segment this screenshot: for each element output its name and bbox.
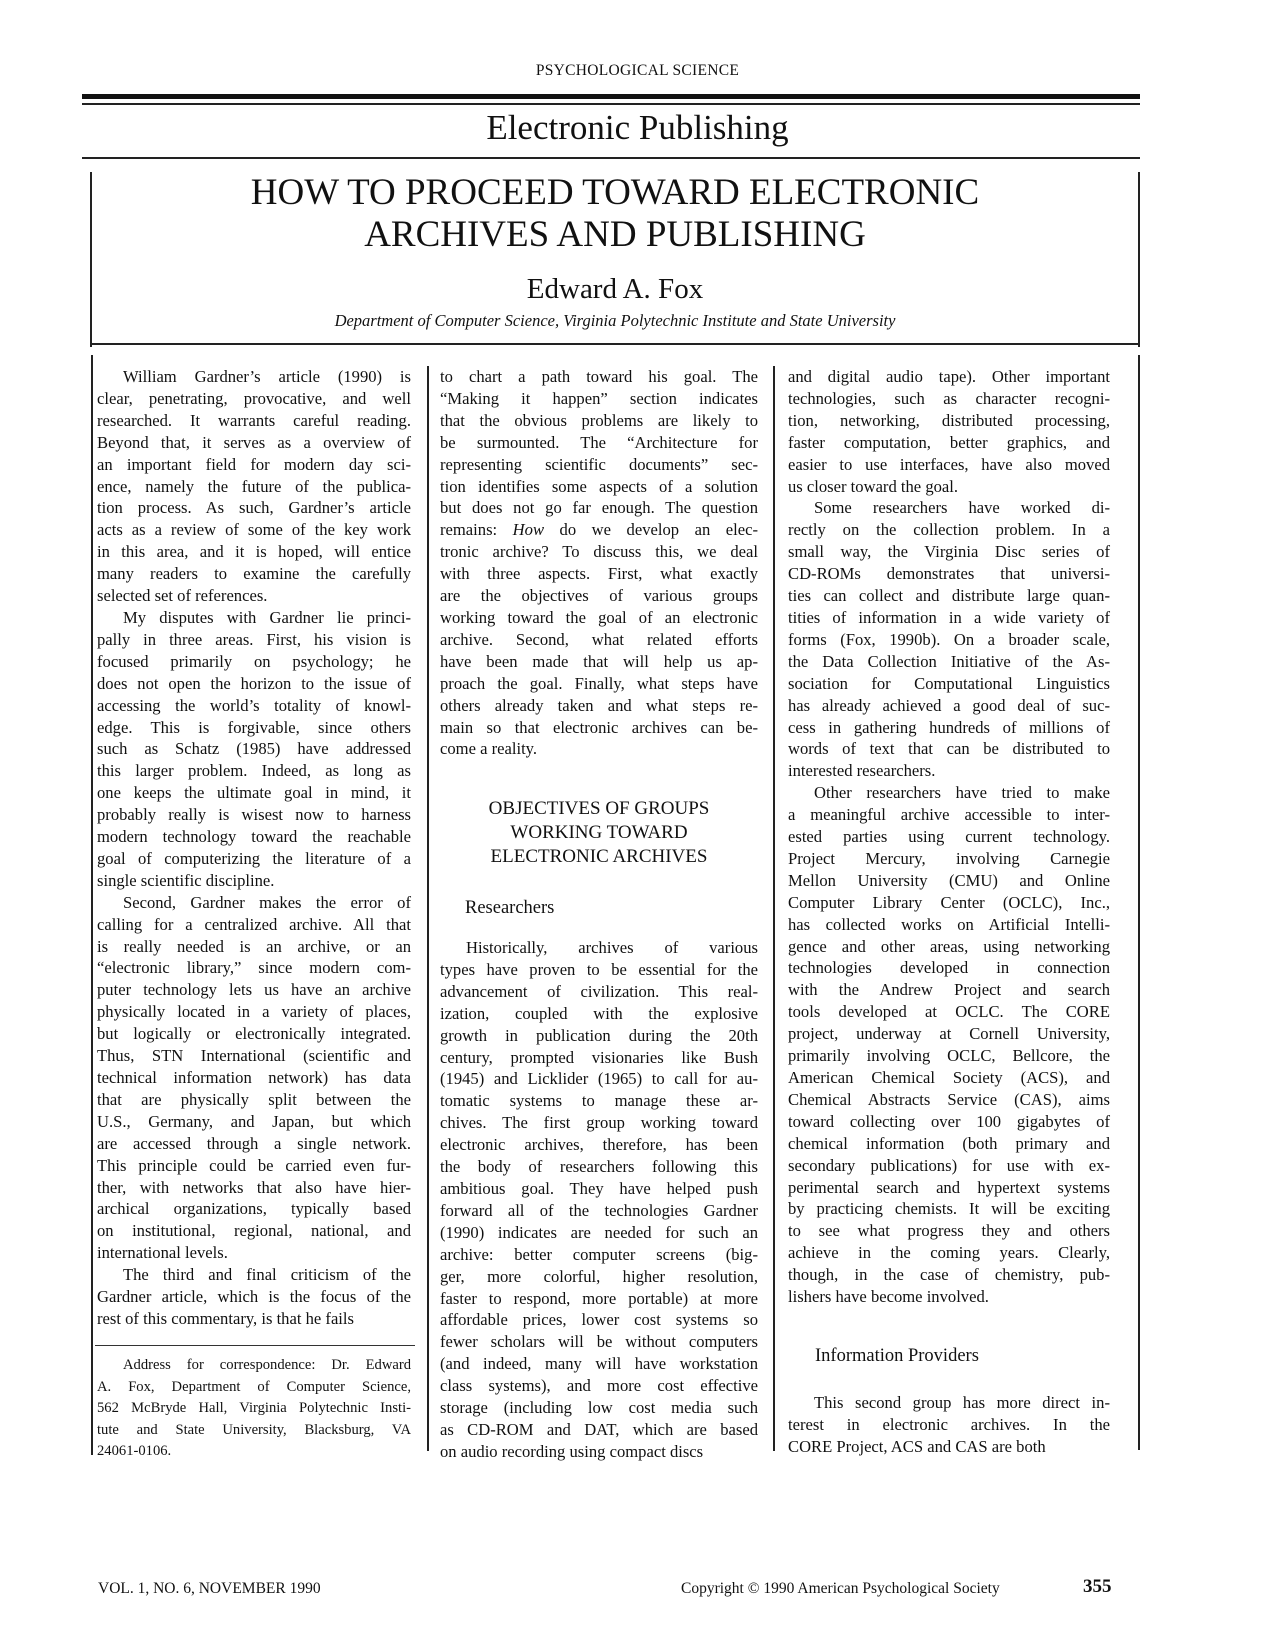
text-line: types have proven to be essential for the: [440, 959, 758, 979]
text-line: ence, namely the future of the publica-: [97, 476, 411, 496]
text-line: with three aspects. First, what exactly: [440, 564, 758, 584]
copyright: Copyright © 1990 American Psychological Society: [681, 1580, 1000, 1597]
text-line: to see what progress they and others: [788, 1221, 1110, 1241]
text-line: archical organizations, typically based: [97, 1199, 411, 1219]
text-line: tion process. As such, Gardner’s article: [97, 498, 411, 518]
text-line: archive. Second, what related efforts: [440, 629, 758, 649]
heading-line: WORKING TOWARD: [510, 822, 688, 843]
col1-left-bar: [91, 355, 93, 1455]
text-line: American Chemical Society (ACS), and: [788, 1068, 1110, 1087]
page-number: 355: [1083, 1576, 1112, 1597]
text-line: archive: better computer screens (big-: [440, 1244, 758, 1264]
text-line: working toward the goal of an electronic: [440, 607, 758, 627]
text-line: growth in publication during the 20th: [440, 1025, 758, 1045]
footnote-rule: [95, 1345, 415, 1346]
text-line: but logically or electronically integrated.: [97, 1024, 411, 1044]
text-line: Chemical Abstracts Service (CAS), aims: [788, 1089, 1110, 1109]
text-line: Historically, archives of various: [466, 938, 758, 957]
text-line: in this area, and it is hoped, will entice: [97, 542, 411, 562]
text-line: perimental search and hypertext systems: [788, 1177, 1110, 1197]
col3-right-bar: [1138, 355, 1140, 1450]
text-line: but does not go far enough. The question: [440, 498, 758, 518]
text-line: CORE Project, ACS and CAS are both: [788, 1436, 1046, 1456]
text-line: this larger problem. Indeed, as long as: [97, 761, 411, 781]
text-line: to chart a path toward his goal. The: [440, 367, 758, 386]
text-line: ization, coupled with the explosive: [440, 1003, 758, 1023]
text-line: probably really is wisest now to harness: [97, 805, 411, 825]
text-line: 24061-0106.: [97, 1443, 172, 1459]
text-line: many readers to examine the carefully: [97, 564, 411, 584]
text-line: words of text that can be distributed to: [788, 739, 1110, 759]
text-line: single scientific discipline.: [97, 870, 275, 890]
text-line: have been made that will help us ap-: [440, 651, 758, 671]
article-title: [90, 172, 1140, 256]
text-line: such as Schatz (1985) have addressed: [97, 739, 411, 759]
article-title-line: HOW TO PROCEED TOWARD ELECTRONIC: [250, 172, 980, 213]
text-line: faster computation, better graphics, and: [788, 432, 1110, 452]
text-line: “Making it happen” section indicates: [440, 388, 758, 408]
text-line: focused primarily on psychology; he: [97, 651, 411, 671]
text-line: interested researchers.: [788, 761, 936, 781]
text-line: forms (Fox, 1990b). On a broader scale,: [788, 629, 1110, 649]
text-line: acts as a review of some of the key work: [97, 520, 411, 540]
text-line: be surmounted. The “Architecture for: [440, 432, 758, 452]
header-rule-thin: [82, 103, 1140, 105]
column-3-providers: [788, 1392, 1110, 1458]
text-line: technical information network) has data: [97, 1068, 411, 1087]
text-line: ther, with networks that also have hier-: [97, 1177, 411, 1197]
text-line: tute and State University, Blacksburg, VA: [97, 1421, 411, 1438]
text-line: This principle could be carried even fur-: [97, 1155, 411, 1175]
text-line: gence and other areas, using networking: [788, 936, 1110, 956]
text-line: affordable prices, lower cost systems so: [440, 1310, 758, 1330]
text-line: Address for correspondence: Dr. Edward: [123, 1357, 411, 1373]
journal-name: PSYCHOLOGICAL SCIENCE: [535, 62, 740, 79]
text-line: century, prompted visionaries like Bush: [440, 1047, 758, 1067]
text-line: selected set of references.: [97, 586, 268, 606]
text-line: tion, networking, distributed processing,: [788, 410, 1110, 430]
text-line: others already taken and what steps re-: [440, 695, 758, 715]
text-line: chives. The first group working toward: [440, 1113, 758, 1133]
text-line: puter technology lets us have an archive: [97, 980, 411, 1000]
text-line: and digital audio tape). Other important: [788, 367, 1110, 386]
text-line: U.S., Germany, and Japan, but which: [97, 1111, 411, 1131]
text-line: storage (including low cost media such: [440, 1398, 758, 1418]
text-line: class systems), and more cost effective: [440, 1376, 758, 1396]
text-line: Mellon University (CMU) and Online: [788, 870, 1110, 890]
text-line: ties can collect and distribute large quan-: [788, 586, 1110, 606]
text-line: Gardner article, which is the focus of the: [97, 1287, 411, 1307]
text-line: as CD-ROM and DAT, which are based: [440, 1419, 758, 1439]
author-affiliation: Department of Computer Science, Virginia Polytechnic Institute and State University: [334, 311, 896, 330]
author-name: Edward A. Fox: [526, 273, 704, 305]
section-heading-objectives: [440, 797, 758, 869]
heading-line: OBJECTIVES OF GROUPS: [488, 798, 710, 819]
text-line: tion identifies some aspects of a solution: [440, 476, 758, 496]
text-line: ambitious goal. They have helped push: [440, 1178, 758, 1198]
text-line: electronic archives, therefore, has been: [440, 1135, 758, 1155]
text-line: toward collecting over 100 gigabytes of: [788, 1111, 1110, 1131]
text-line: has already achieved a good deal of suc-: [788, 695, 1110, 715]
header-rule-thick: [82, 94, 1140, 99]
column-2-intro: [440, 366, 758, 760]
text-line: goal of computerizing the literature of a: [97, 848, 411, 868]
volume-info: VOL. 1, NO. 6, NOVEMBER 1990: [98, 1580, 321, 1597]
text-line: Computer Library Center (OCLC), Inc.,: [788, 892, 1110, 912]
emphasis: How: [512, 520, 545, 540]
text-line: does not open the horizon to the issue of: [97, 673, 411, 693]
text-line: an important field for modern day sci-: [97, 454, 411, 474]
text-line: ested parties using current technology.: [788, 827, 1110, 847]
text-line: that are physically split between the: [97, 1089, 411, 1109]
text-line: us closer toward the goal.: [788, 476, 959, 496]
text-line: has collected works on Artificial Intelli-: [788, 914, 1110, 934]
text-line: CD-ROMs demonstrates that universi-: [788, 564, 1110, 584]
text-line: small way, the Virginia Disc series of: [788, 542, 1110, 562]
text-line: 562 McBryde Hall, Virginia Polytechnic Insti-: [97, 1400, 411, 1416]
text-line: physically located in a variety of places,: [97, 1002, 411, 1022]
text-line: calling for a centralized archive. All that: [97, 914, 411, 934]
text-line: rectly on the collection problem. In a: [788, 520, 1110, 540]
text-line: a meaningful archive accessible to inter-: [788, 805, 1110, 825]
text-line: faster to respond, more portable) at more: [440, 1288, 758, 1308]
text-line: This second group has more direct in-: [814, 1393, 1110, 1412]
article-title-line: ARCHIVES AND PUBLISHING: [364, 214, 866, 255]
text-line: tronic archive? To discuss this, we deal: [440, 542, 758, 562]
column-1: [97, 366, 411, 1330]
text-line: (and indeed, many will have workstation: [440, 1354, 758, 1374]
text-line: sociation for Computational Linguistics: [788, 673, 1110, 693]
text-line: the body of researchers following this: [440, 1157, 758, 1177]
text-line: main so that electronic archives can be-: [440, 717, 758, 737]
text-line: achieve in the coming years. Clearly,: [788, 1243, 1110, 1263]
text-line: though, in the case of chemistry, pub-: [788, 1265, 1110, 1285]
text-line: come a reality.: [440, 739, 538, 759]
text-line: rest of this commentary, is that he fails: [97, 1308, 354, 1328]
title-rule: [92, 343, 1140, 345]
column-2-researchers: [440, 937, 758, 1463]
text-line: “electronic library,” since modern com-: [97, 958, 411, 978]
footnote: [97, 1355, 411, 1463]
text-line: Some researchers have worked di-: [814, 498, 1110, 518]
text-line: tities of information in a wide variety of: [788, 607, 1110, 627]
text-line: with the Andrew Project and search: [788, 980, 1110, 1000]
text-line: My disputes with Gardner lie princi-: [123, 607, 411, 627]
text-line: (1990) indicates are needed for such an: [440, 1222, 758, 1242]
subheading-information-providers: Information Providers: [815, 1346, 979, 1366]
text-line: pally in three areas. First, his vision is: [97, 629, 411, 649]
text-line: terest in electronic archives. In the: [788, 1414, 1110, 1434]
subheading-researchers: Researchers: [465, 898, 555, 918]
text-line: are the objectives of various groups: [440, 586, 758, 606]
text-line: chemical information (both primary and: [788, 1133, 1110, 1153]
text-line: remains: How do we develop an elec-: [440, 520, 758, 540]
text-line: easier to use interfaces, have also moved: [788, 454, 1110, 474]
text-line: fewer scholars will be without computers: [440, 1332, 758, 1352]
text-line: the Data Collection Initiative of the As-: [788, 651, 1110, 671]
text-line: that the obvious problems are likely to: [440, 410, 758, 430]
column-3-intro: [788, 366, 1110, 1308]
text-line: on audio recording using compact discs: [440, 1441, 704, 1461]
text-line: edge. This is forgivable, since others: [97, 717, 411, 737]
text-line: A. Fox, Department of Computer Science,: [97, 1378, 411, 1395]
text-line: technologies, such as character recogni-: [788, 388, 1110, 408]
text-line: modern technology toward the reachable: [97, 827, 411, 847]
text-line: Other researchers have tried to make: [814, 783, 1110, 803]
text-line: tools developed at OCLC. The CORE: [788, 1002, 1110, 1022]
text-line: The third and final criticism of the: [123, 1265, 411, 1285]
text-line: secondary publications) for use with ex-: [788, 1155, 1110, 1175]
text-line: ger, more colorful, higher resolution,: [440, 1266, 758, 1286]
text-line: by practicing chemists. It will be exciting: [788, 1199, 1110, 1219]
text-line: are accessed through a single network.: [97, 1133, 411, 1153]
text-line: Project Mercury, involving Carnegie: [788, 848, 1110, 868]
text-line: cess in gathering hundreds of millions of: [788, 717, 1110, 737]
text-line: representing scientific documents” sec-: [440, 454, 758, 474]
text-line: clear, penetrating, provocative, and well: [97, 388, 411, 408]
section-title: Electronic Publishing: [486, 108, 789, 147]
heading-line: ELECTRONIC ARCHIVES: [490, 846, 708, 867]
section-rule: [82, 157, 1140, 159]
text-line: forward all of the technologies Gardner: [440, 1200, 758, 1220]
text-line: Beyond that, it serves as a overview of: [97, 432, 411, 452]
text-line: on institutional, regional, national, and: [97, 1221, 411, 1241]
text-line: researched. It warrants careful reading.: [97, 410, 411, 430]
col-divider-2: [773, 366, 775, 1451]
text-line: lishers have become involved.: [788, 1287, 989, 1307]
text-line: one keeps the ultimate goal in mind, it: [97, 783, 411, 803]
text-line: (1945) and Licklider (1965) to call for au-: [440, 1069, 758, 1089]
text-line: proach the goal. Finally, what steps have: [440, 673, 758, 693]
col-divider-1: [427, 366, 429, 1451]
text-line: advancement of civilization. This real-: [440, 981, 758, 1001]
text-line: Second, Gardner makes the error of: [123, 892, 411, 912]
text-line: technologies developed in connection: [788, 958, 1110, 978]
text-line: is really needed is an archive, or an: [97, 936, 411, 956]
text-line: Thus, STN International (scientific and: [97, 1046, 411, 1066]
text-line: accessing the world’s totality of knowl-: [97, 695, 411, 715]
text-line: project, underway at Cornell University,: [788, 1024, 1110, 1044]
text-line: primarily involving OCLC, Bellcore, the: [788, 1046, 1110, 1066]
text-line: international levels.: [97, 1243, 228, 1263]
text-line: tomatic systems to manage these ar-: [440, 1091, 758, 1111]
text-line: William Gardner’s article (1990) is: [123, 367, 411, 386]
